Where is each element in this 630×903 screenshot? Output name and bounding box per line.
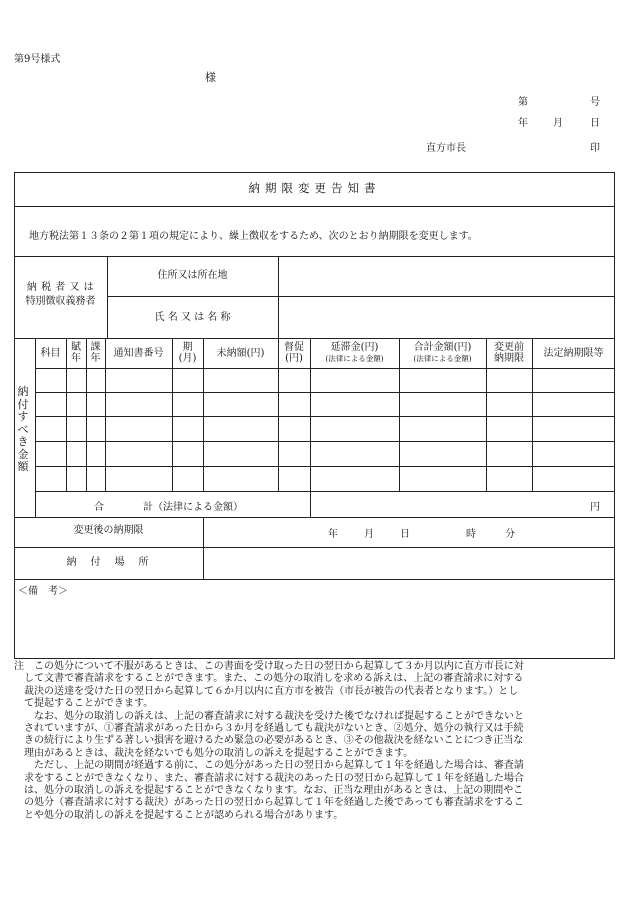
header-kamoku: 科目 xyxy=(40,348,61,359)
note-line: 理由があるときは、裁決を経ないでも処分の取消しの訴えを提起することができます。 xyxy=(14,747,414,759)
remarks-label: ＜備 考＞ xyxy=(18,586,68,597)
doc-number-go: 号 xyxy=(590,97,600,108)
remarks-field[interactable] xyxy=(16,596,613,656)
amount-section-label: 納 付 す べ き 金 額 xyxy=(17,385,29,473)
payment-place-field[interactable] xyxy=(205,549,613,577)
changed-deadline-label: 変更後の納期限 xyxy=(73,525,144,536)
total-unit: 円 xyxy=(590,502,600,513)
header-fuka-1: 賦 xyxy=(71,342,81,353)
date-year: 年 xyxy=(518,118,528,129)
address-field[interactable] xyxy=(280,258,613,294)
intro-text: 地方税法第１３条の２第１項の規定により、繰上徴収をするため、次のとおり納期限を変更します。 xyxy=(29,231,478,242)
table-row[interactable] xyxy=(36,442,614,465)
header-henkomae-1: 変更前 xyxy=(494,342,524,353)
changed-deadline-month: 月 xyxy=(364,529,374,540)
form-title: 納期限変更告知書 xyxy=(248,181,381,195)
header-henkomae-2: 納期限 xyxy=(494,353,524,364)
changed-deadline-hour: 時 xyxy=(466,529,476,540)
header-kazei-2: 年 xyxy=(90,353,101,364)
table-row[interactable] xyxy=(36,393,614,415)
note-line: 裁決の送達を受けた日の翌日から起算して６か月以内に直方市を被告（市長が被告の代表者となります。）とし xyxy=(14,685,519,697)
header-entaikin-1: 延滞金(円) xyxy=(330,342,379,353)
changed-deadline-day: 日 xyxy=(400,529,410,540)
header-goukei-1: 合計金額(円) xyxy=(413,342,472,353)
header-fuka-2: 年 xyxy=(71,353,81,364)
note-line: の処分（審査請求に対する裁決）があった日の翌日から起算して１年を経過した後であっても審査請求をするこ xyxy=(14,797,524,809)
header-kazei-1: 課 xyxy=(90,342,101,353)
header-tsuchisho: 通知書番号 xyxy=(113,348,164,359)
taxpayer-label-2: 特別徴収義務者 xyxy=(25,296,96,307)
note-line: して文書で審査請求をすることができます。また、この処分の取消しを求める訴えは、上記の審査請求に対する xyxy=(14,673,524,685)
header-tokusoku-2: (円) xyxy=(285,353,303,364)
addressee-honorific: 様 xyxy=(205,71,216,84)
note-line: なお、処分の取消しの訴えは、上記の審査請求に対する裁決を受けた後でなければ提起することができないと xyxy=(14,710,524,722)
taxpayer-label-1: 納 税 者 又 は xyxy=(26,282,95,293)
note-line: て提起することができます。 xyxy=(14,698,154,710)
note-line: とや処分の取消しの訴えを提起することが認められる場合があります。 xyxy=(14,809,344,821)
header-hotei: 法定納期限等 xyxy=(543,348,604,359)
total-label-go: 合 xyxy=(94,502,104,513)
table-row[interactable] xyxy=(36,417,614,440)
header-minou: 未納額(円) xyxy=(216,348,265,359)
table-row[interactable] xyxy=(36,369,614,391)
note-line: 求をすることができなくなり、また、審査請求に対する裁決のあった日の翌日から起算して１年を経過した場合 xyxy=(14,772,524,784)
form-number: 第9号様式 xyxy=(14,54,61,65)
header-entaikin-2: (法律による金額) xyxy=(325,354,384,363)
header-ki-2: (月) xyxy=(178,353,197,364)
date-month: 月 xyxy=(553,118,563,129)
total-label-kei: 計（法律による金額） xyxy=(143,502,243,513)
notes xyxy=(14,661,616,822)
header-goukei-2: (法律による金額) xyxy=(413,354,472,363)
name-field[interactable] xyxy=(280,298,613,336)
address-label: 住所又は所在地 xyxy=(157,270,228,281)
issuer-title: 直方市長 xyxy=(426,143,466,154)
payment-place-label: 納 付 場 所 xyxy=(66,557,151,568)
note-line: 注 この処分について不服があるときは、この書面を受け取った日の翌日から起算して３か月以内に直方市長に対 xyxy=(14,661,524,672)
table-row[interactable] xyxy=(36,467,614,490)
name-label: 氏 名 又 は 名 称 xyxy=(154,312,231,323)
note-line: は、処分の取消しの訴えを提起することができなくなります。なお、正当な理由があるときは、上記の期間やこ xyxy=(14,785,524,797)
note-line: ただし、上記の期間が経過する前に、この処分があった日の翌日から起算して１年を経過した場合は、審査請 xyxy=(14,760,524,772)
header-tokusoku-1: 督促 xyxy=(284,342,304,353)
doc-number-dai: 第 xyxy=(518,97,528,108)
date-day: 日 xyxy=(590,118,600,129)
issuer-seal: 印 xyxy=(590,143,600,154)
changed-deadline-year: 年 xyxy=(328,529,338,540)
note-line: されていますが、①審査請求があった日から３か月を経過しても裁決がないとき、②処分、処分の執行又は手続 xyxy=(14,723,524,735)
changed-deadline-minute: 分 xyxy=(505,529,515,540)
note-line: きの続行により生ずる著しい損害を避けるため緊急の必要があるとき、③その他裁決を経ないことにつき正当な xyxy=(14,735,524,747)
header-ki-1: 期 xyxy=(182,342,193,353)
